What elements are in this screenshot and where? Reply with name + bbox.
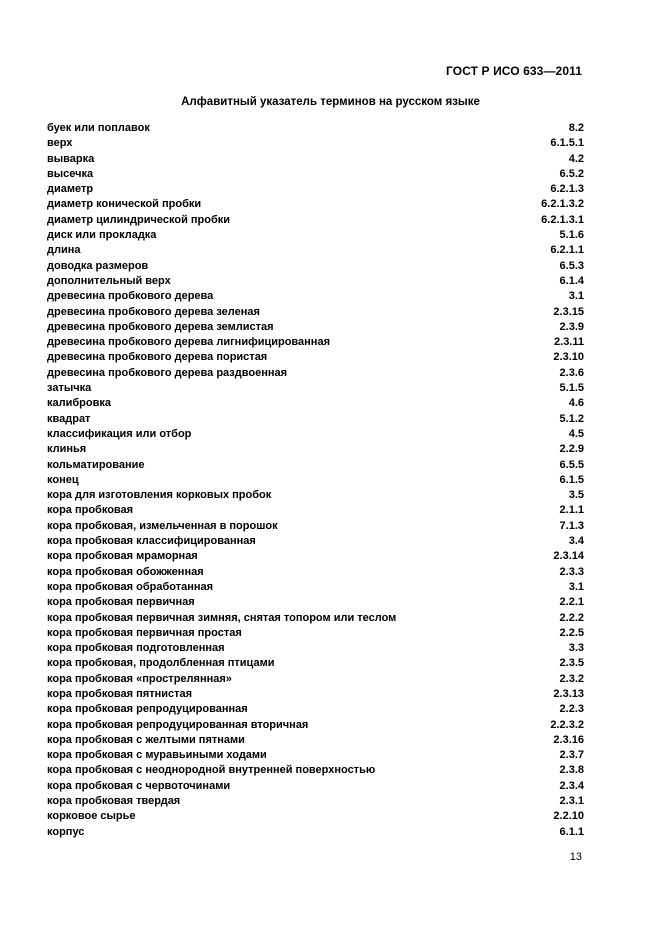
index-section-ref: 2.3.11 [554, 336, 584, 349]
index-section-ref: 2.2.2 [559, 611, 584, 624]
index-entry [47, 228, 584, 243]
index-entry [47, 611, 584, 626]
index-term: корковое сырье [47, 810, 136, 823]
index-section-ref: 2.3.14 [553, 550, 584, 563]
index-term: буек или поплавок [47, 122, 150, 134]
index-section-ref: 5.1.2 [559, 412, 584, 425]
index-term: кора пробковая обработанная [47, 580, 214, 593]
index-term: кора пробковая первичная простая [47, 626, 242, 639]
page-title: Алфавитный указатель терминов на русском языке [181, 96, 480, 108]
index-entry [47, 335, 584, 350]
index-entry [47, 136, 584, 151]
index-section-ref: 6.2.1.3.2 [541, 198, 584, 211]
index-section-ref: 2.3.1 [559, 795, 584, 808]
index-section-ref: 7.1.3 [559, 519, 584, 532]
index-section-ref: 2.2.1 [559, 596, 584, 609]
index-entry [47, 274, 584, 289]
index-entry [47, 748, 584, 763]
index-entry [47, 182, 584, 197]
index-term: древесина пробкового дерева лигнифицированная [47, 336, 330, 349]
index-entry [47, 595, 584, 610]
index-section-ref: 2.3.4 [559, 779, 584, 792]
index-term: древесина пробкового дерева раздвоенная [47, 366, 288, 379]
index-entry [47, 519, 584, 534]
index-entry [47, 350, 584, 365]
index-section-ref: 5.1.5 [559, 382, 584, 395]
index-term: кора для изготовления корковых пробок [47, 489, 272, 502]
index-term: кора пробковая репродуцированная [47, 703, 248, 716]
index-term: диаметр [47, 183, 94, 196]
index-term: высечка [47, 167, 94, 180]
index-section-ref: 3.3 [568, 642, 584, 655]
index-term: древесина пробкового дерева [47, 290, 214, 303]
index-entry [47, 641, 584, 656]
index-section-ref: 4.2 [568, 152, 584, 165]
index-entry [47, 718, 584, 733]
index-term: конец [47, 473, 79, 486]
index-term: кора пробковая мраморная [47, 550, 198, 563]
index-section-ref: 2.3.5 [559, 657, 584, 670]
index-section-ref: 2.2.5 [559, 626, 584, 639]
index-entry [47, 259, 584, 274]
index-entry [47, 503, 584, 518]
index-section-ref: 2.3.13 [553, 687, 584, 700]
index-section-ref: 4.6 [568, 397, 584, 410]
index-section-ref: 2.3.9 [559, 320, 584, 333]
standard-designation: ГОСТ Р ИСО 633—2011 [446, 64, 582, 78]
index-entry [47, 565, 584, 580]
index-entry [47, 381, 584, 396]
index-section-ref: 2.3.16 [553, 733, 584, 746]
page-number: 13 [569, 851, 582, 863]
index-entry [47, 626, 584, 641]
index-term: диск или прокладка [47, 229, 157, 242]
index-entry [47, 320, 584, 335]
index-section-ref: 6.1.4 [559, 274, 584, 287]
index-entry [47, 687, 584, 702]
index-term: кора пробковая с муравьиными ходами [47, 749, 267, 762]
index-term: кора пробковая подготовленная [47, 642, 225, 655]
index-entry [47, 656, 584, 671]
index-entry [47, 396, 584, 411]
index-term: древесина пробкового дерева пористая [47, 351, 268, 364]
index-term: кора пробковая, измельченная в порошок [47, 519, 278, 532]
index-term: кольматирование [47, 458, 145, 471]
index-term: клинья [47, 443, 87, 456]
index-term: кора пробковая первичная зимняя, снятая топором или теслом [47, 611, 397, 624]
index-entry [47, 152, 584, 167]
index-term: кора пробковая «прострелянная» [47, 672, 232, 685]
index-term: кора пробковая первичная [47, 596, 195, 609]
index-entry [47, 121, 584, 136]
index-term: затычка [47, 382, 92, 395]
index-section-ref: 5.1.6 [559, 229, 584, 242]
index-term: диаметр конической пробки [47, 198, 202, 211]
index-term: квадрат [47, 412, 91, 425]
term-index-list [47, 121, 584, 840]
index-term: кора пробковая пятнистая [47, 687, 193, 700]
index-section-ref: 6.5.2 [559, 167, 584, 180]
index-entry [47, 289, 584, 304]
index-entry [47, 366, 584, 381]
index-section-ref: 3.4 [568, 535, 584, 548]
index-term: классификация или отбор [47, 427, 192, 440]
index-term: кора пробковая с червоточинами [47, 779, 231, 792]
index-section-ref: 6.2.1.3 [550, 183, 584, 196]
index-section-ref: 2.2.3 [559, 703, 584, 716]
index-entry [47, 702, 584, 717]
index-entry [47, 197, 584, 212]
index-term: длина [47, 244, 81, 257]
index-section-ref: 6.2.1.1 [550, 244, 584, 257]
index-section-ref: 2.3.15 [553, 305, 584, 318]
index-entry [47, 534, 584, 549]
index-entry [47, 488, 584, 503]
index-entry [47, 305, 584, 320]
index-term: доводка размеров [47, 259, 149, 272]
index-section-ref: 3.1 [568, 580, 584, 593]
index-section-ref: 3.1 [568, 290, 584, 303]
index-term: кора пробковая классифицированная [47, 535, 256, 548]
index-term: корпус [47, 825, 85, 838]
index-term: кора пробковая [47, 504, 134, 517]
index-section-ref: 6.1.1 [559, 825, 584, 838]
index-entry [47, 549, 584, 564]
index-section-ref: 2.1.1 [559, 504, 584, 517]
index-section-ref: 2.2.10 [553, 810, 584, 823]
index-term: выварка [47, 152, 95, 165]
index-entry [47, 213, 584, 228]
index-entry [47, 825, 584, 840]
index-entry [47, 458, 584, 473]
index-section-ref: 2.3.2 [559, 672, 584, 685]
index-entry [47, 442, 584, 457]
index-entry [47, 794, 584, 809]
index-section-ref: 2.3.6 [559, 366, 584, 379]
index-entry [47, 412, 584, 427]
index-section-ref: 6.1.5.1 [550, 137, 584, 150]
index-entry [47, 243, 584, 258]
index-term: кора пробковая, продолбленная птицами [47, 657, 275, 670]
index-term: кора пробковая обожженная [47, 565, 204, 578]
index-entry [47, 779, 584, 794]
index-section-ref: 6.2.1.3.1 [541, 213, 584, 226]
index-entry [47, 733, 584, 748]
index-section-ref: 6.5.5 [559, 458, 584, 471]
index-term: верх [47, 137, 73, 150]
index-entry [47, 672, 584, 687]
index-section-ref: 6.1.5 [559, 473, 584, 486]
index-section-ref: 2.3.7 [559, 749, 584, 762]
index-section-ref: 8.2 [568, 122, 584, 134]
index-entry [47, 809, 584, 824]
index-section-ref: 2.3.3 [559, 565, 584, 578]
index-section-ref: 3.5 [568, 489, 584, 502]
index-entry [47, 763, 584, 778]
index-term: кора пробковая репродуцированная вторичная [47, 718, 309, 731]
index-term: кора пробковая твердая [47, 795, 181, 808]
index-term: кора пробковая с желтыми пятнами [47, 733, 245, 746]
index-entry [47, 580, 584, 595]
index-entry [47, 473, 584, 488]
index-section-ref: 6.5.3 [559, 259, 584, 272]
index-entry [47, 427, 584, 442]
index-term: древесина пробкового дерева землистая [47, 320, 274, 333]
index-section-ref: 4.5 [568, 427, 584, 440]
index-entry [47, 167, 584, 182]
index-term: кора пробковая с неоднородной внутренней поверхностью [47, 764, 376, 777]
index-term: дополнительный верх [47, 274, 171, 287]
index-section-ref: 2.2.3.2 [550, 718, 584, 731]
index-section-ref: 2.3.8 [559, 764, 584, 777]
index-term: калибровка [47, 397, 111, 410]
index-term: диаметр цилиндрической пробки [47, 213, 231, 226]
index-section-ref: 2.2.9 [559, 443, 584, 456]
index-term: древесина пробкового дерева зеленая [47, 305, 260, 318]
index-section-ref: 2.3.10 [553, 351, 584, 364]
